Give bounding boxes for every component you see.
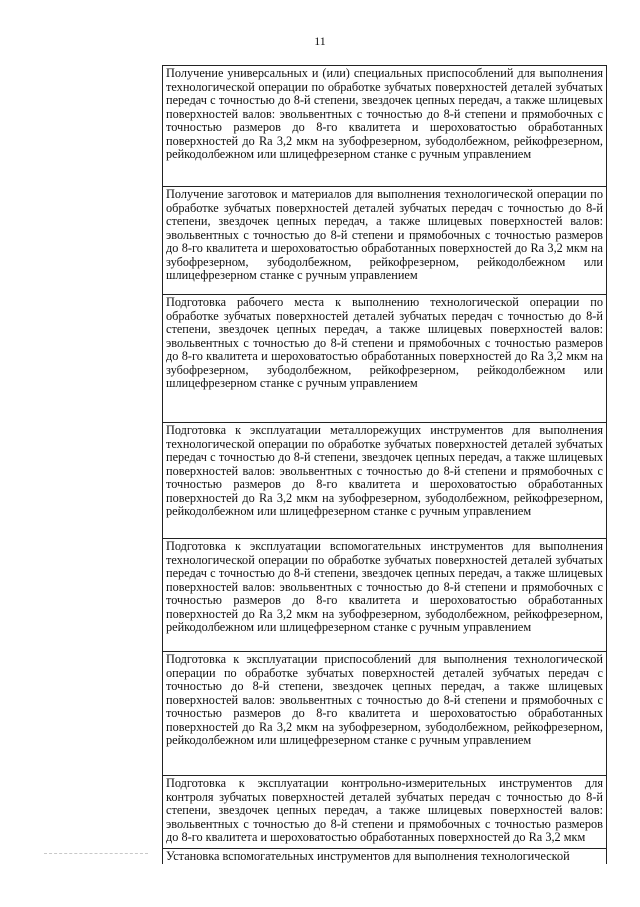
- row-text: Подготовка к эксплуатации металлорежущих инструментов для выполнения технологической операции по обработке зубчатых поверхностей деталей зубчатых передач с точностью до 8-й степени, звездочек цепных передач, а также шлицевых поверхностей валов: эвольвентных с точностью до 8-й степени и прямобочных с точностью размеров до 8-го квалитета и шероховатостью обработанных поверхностей до Ra 3,2 мкм на зубофрезерном, зубодолбежном, рейкофрезерном, рейкодолбежном или шлицефрезерном станке с ручным управлением: [166, 423, 603, 518]
- table-row: [163, 651, 606, 775]
- table-row: [163, 538, 606, 651]
- table-row: [163, 294, 606, 422]
- table-row: [163, 65, 606, 186]
- table-row: [163, 775, 606, 848]
- page-number: 11: [314, 34, 326, 48]
- labor-actions-table: [162, 65, 607, 864]
- table-row: [163, 186, 606, 294]
- row-text: Получение заготовок и материалов для выполнения технологической операции по обработке зубчатых поверхностей деталей зубчатых передач с точностью до 8-й степени, звездочек цепных передач, а также шлицевых поверхностей валов: эвольвентных с точностью до 8-й степени и прямобочных с точностью размеров до 8-го квалитета и шероховатостью обработанных поверхностей до Ra 3,2 мкм на зубофрезерном, зубодолбежном, рейкофрезерном, рейкодолбежном или шлицефрезерном станке с ручным управлением: [166, 187, 603, 282]
- row-text: Установка вспомогательных инструментов для выполнения технологической: [166, 849, 570, 863]
- row-text: Подготовка к эксплуатации приспособлений для выполнения технологической операции по обработке зубчатых поверхностей деталей зубчатых передач с точностью до 8-й степени, звездочек цепных передач, а также шлицевых поверхностей валов: эвольвентных с точностью до 8-й степени и прямобочных с точностью размеров до 8-го квалитета и шероховатостью обработанных поверхностей до Ra 3,2 мкм на зубофрезерном, зубодолбежном, рейкофрезерном, рейкодолбежном или шлицефрезерном станке с ручным управлением: [166, 652, 603, 747]
- row-text: Подготовка к эксплуатации вспомогательных инструментов для выполнения технологической операции по обработке зубчатых поверхностей деталей зубчатых передач с точностью до 8-й степени, звездочек цепных передач, а также шлицевых поверхностей валов: эвольвентных с точностью до 8-й степени и прямобочных с точностью размеров до 8-го квалитета и шероховатостью обработанных поверхностей до Ra 3,2 мкм на зубофрезерном, зубодолбежном, рейкофрезерном, рейкодолбежном или шлицефрезерном станке с ручным управлением: [166, 539, 603, 634]
- row-text: Подготовка рабочего места к выполнению технологической операции по обработке зубчатых поверхностей деталей зубчатых передач с точностью до 8-й степени, звездочек цепных передач, а также шлицевых поверхностей валов: эвольвентных с точностью до 8-й степени и прямобочных с точностью размеров до 8-го квалитета и шероховатостью обработанных поверхностей до Ra 3,2 мкм на зубофрезерном, зубодолбежном, рейкофрезерном, рейкодолбежном или шлицефрезерном станке с ручным управлением: [166, 295, 603, 390]
- scan-artifact-line: [44, 853, 148, 855]
- row-text: Подготовка к эксплуатации контрольно-измерительных инструментов для контроля зубчатых поверхностей деталей зубчатых передач с точностью до 8-й степени, звездочек цепных передач, а также шлицевых поверхностей валов: эвольвентных с точностью до 8-й степени и прямобочных с точностью размеров до 8-го квалитета и шероховатостью обработанных поверхностей до Ra 3,2 мкм: [166, 776, 603, 844]
- table-row: [163, 848, 606, 864]
- row-text: Получение универсальных и (или) специальных приспособлений для выполнения технологической операции по обработке зубчатых поверхностей деталей зубчатых передач с точностью до 8-й степени, звездочек цепных передач, а также шлицевых поверхностей валов: эвольвентных с точностью до 8-й степени и прямобочных с точностью размеров до 8-го квалитета и шероховатостью обработанных поверхностей до Ra 3,2 мкм на зубофрезерном, зубодолбежном, рейкофрезерном, рейкодолбежном или шлицефрезерном станке с ручным управлением: [166, 66, 603, 161]
- table-row: [163, 422, 606, 538]
